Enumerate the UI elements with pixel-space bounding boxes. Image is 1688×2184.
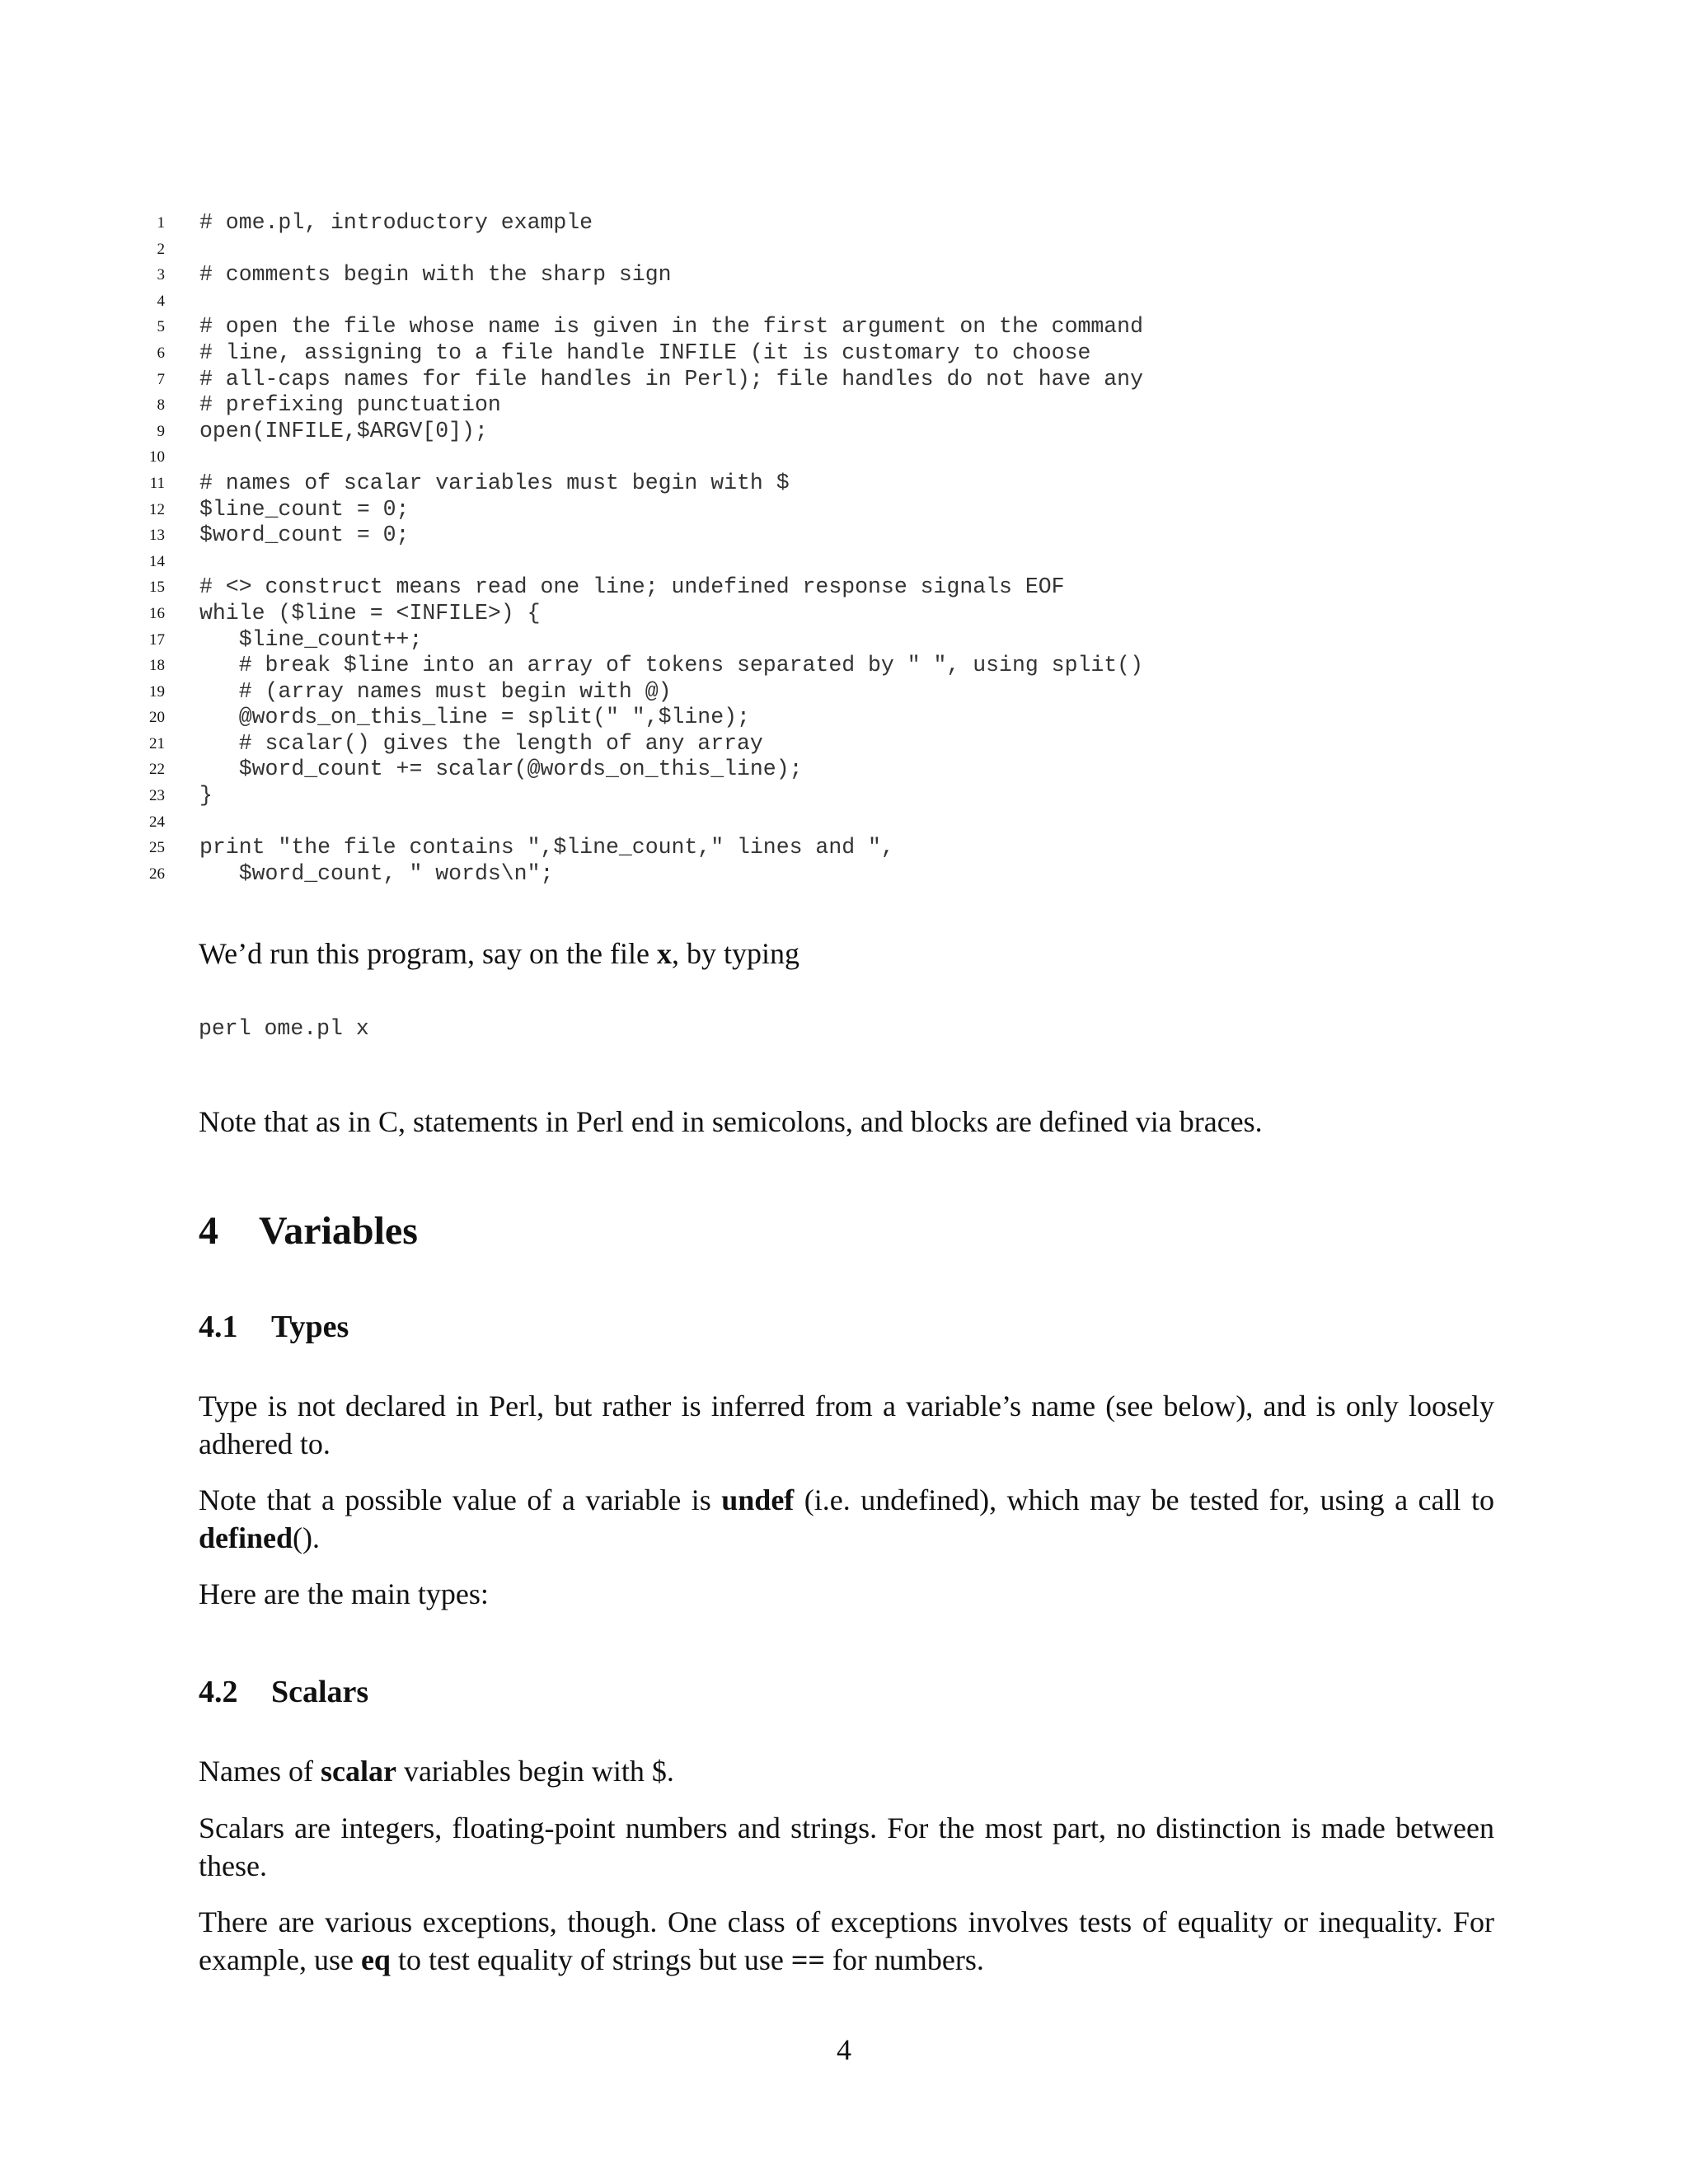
code-line [132,210,1368,237]
undef-bold: undef [721,1483,795,1516]
subsection-heading-scalars [199,1673,368,1711]
code-line [132,367,1368,393]
line-number: 9 [157,422,165,440]
line-number: 15 [149,579,165,597]
line-number: 1 [157,214,165,232]
types-paragraph-1: Type is not declared in Perl, but rather is inferred from a variable’s name (see below), and is only loosely adhered to. [199,1390,1494,1460]
scalars-paragraph-2: Scalars are integers, floating-point numbers and strings. For the most part, no distinction is made between these. [199,1811,1494,1882]
run-instruction-paragraph [199,935,1494,972]
code-text: # names of scalar variables must begin with $ [199,470,790,495]
code-line [132,340,1368,367]
line-number: 5 [157,318,165,336]
line-number: 25 [149,839,165,857]
section-number: 4 [199,1209,218,1253]
line-number: 18 [149,657,165,675]
line-number: 11 [149,474,165,492]
line-number: 12 [149,500,165,518]
code-line [132,549,1368,575]
line-number: 26 [149,865,165,883]
line-number: 13 [149,527,165,545]
defined-bold: defined [199,1521,293,1554]
line-number: 10 [149,448,165,466]
code-text: # line, assigning to a file handle INFILE (it is customary to choose [199,340,1091,365]
code-text: # comments begin with the sharp sign [199,262,672,288]
code-text: $line_count = 0; [199,496,410,522]
subsection-number: 4.2 [199,1675,238,1709]
code-line [132,392,1368,419]
text-run: (). [293,1521,320,1554]
text-run: Names of [199,1755,321,1788]
line-number: 22 [149,761,165,779]
code-line [132,314,1368,340]
types-paragraph-2 [199,1481,1494,1557]
eq-bold: eq [360,1943,391,1976]
code-line [132,653,1368,679]
section-heading-variables [199,1208,418,1254]
line-number: 16 [149,604,165,622]
scalars-paragraph-3 [199,1903,1494,1979]
text-run: (i.e. undefined), which may be tested for, using a call to [794,1483,1494,1516]
code-line [132,497,1368,523]
code-line [132,705,1368,731]
code-text: # all-caps names for file handles in Perl); file handles do not have any [199,366,1143,391]
line-number: 7 [157,370,165,388]
subsection-heading-types [199,1308,349,1346]
code-line [132,627,1368,654]
line-number: 21 [149,734,165,752]
code-text: # ome.pl, introductory example [199,210,593,235]
code-line [132,757,1368,783]
code-text: } [199,783,213,808]
code-line [132,288,1368,315]
code-text: # open the file whose name is given in the first argument on the command [199,314,1143,340]
line-number: 14 [149,552,165,570]
line-number: 4 [157,292,165,310]
code-line [132,523,1368,549]
section-title: Variables [259,1209,418,1253]
subsection-title: Types [271,1310,349,1344]
page-number: 4 [837,2033,851,2066]
code-text: # <> construct means read one line; undefined response signals EOF [199,574,1065,600]
code-text: while ($line = <INFILE>) { [199,600,541,626]
code-text: # scalar() gives the length of any array [199,730,763,756]
line-number: 17 [149,630,165,649]
scalars-paragraph-1 [199,1752,1494,1790]
run-intro-text: We’d run this program, say on the file [199,937,657,970]
code-line [132,574,1368,601]
code-line [132,731,1368,757]
line-number: 8 [157,396,165,415]
line-number: 20 [149,709,165,727]
line-number: 24 [149,813,165,831]
code-line [132,262,1368,288]
text-run: There are various exceptions, though. One class of exceptions involves tests of equality or inequality. For example, use [199,1905,1494,1976]
double-equals-bold: == [790,1943,825,1976]
code-text: $word_count += scalar(@words_on_this_line); [199,757,803,782]
run-intro-text-end: , by typing [671,937,799,970]
subsection-title: Scalars [271,1675,369,1709]
line-number: 6 [157,344,165,362]
code-listing [132,210,1368,887]
code-line [132,237,1368,263]
semicolon-note-paragraph: Note that as in C, statements in Perl end in semicolons, and blocks are defined via braces. [199,1105,1263,1138]
line-number: 19 [149,682,165,701]
text-run: to test equality of strings but use [390,1943,791,1976]
code-text: # (array names must begin with @) [199,678,672,704]
code-text: open(INFILE,$ARGV[0]); [199,418,488,443]
code-line [132,809,1368,836]
code-line [132,419,1368,445]
code-line [132,783,1368,809]
text-run: variables begin with $. [396,1755,674,1788]
code-line [132,444,1368,471]
code-text: $line_count++; [199,626,423,652]
code-text: @words_on_this_line = split(" ",$line); [199,705,750,730]
code-text: # break $line into an array of tokens separated by " ", using split() [199,653,1143,678]
line-number: 2 [157,240,165,258]
code-line [132,601,1368,627]
code-text: $word_count = 0; [199,523,410,548]
line-number: 23 [149,787,165,805]
code-text: # prefixing punctuation [199,392,501,418]
code-line [132,679,1368,705]
file-name-bold: x [656,937,672,970]
code-text: print "the file contains ",$line_count," lines and ", [199,835,894,860]
code-line [132,471,1368,497]
run-command: perl ome.pl x [199,1016,369,1041]
code-line [132,861,1368,888]
code-text: $word_count, " words\n"; [199,860,554,886]
text-run: Note that a possible value of a variable is [199,1483,722,1516]
types-paragraph-3: Here are the main types: [199,1577,489,1610]
code-line [132,835,1368,861]
text-run: for numbers. [824,1943,984,1976]
scalar-bold: scalar [320,1755,396,1788]
subsection-number: 4.1 [199,1310,238,1344]
line-number: 3 [157,266,165,284]
